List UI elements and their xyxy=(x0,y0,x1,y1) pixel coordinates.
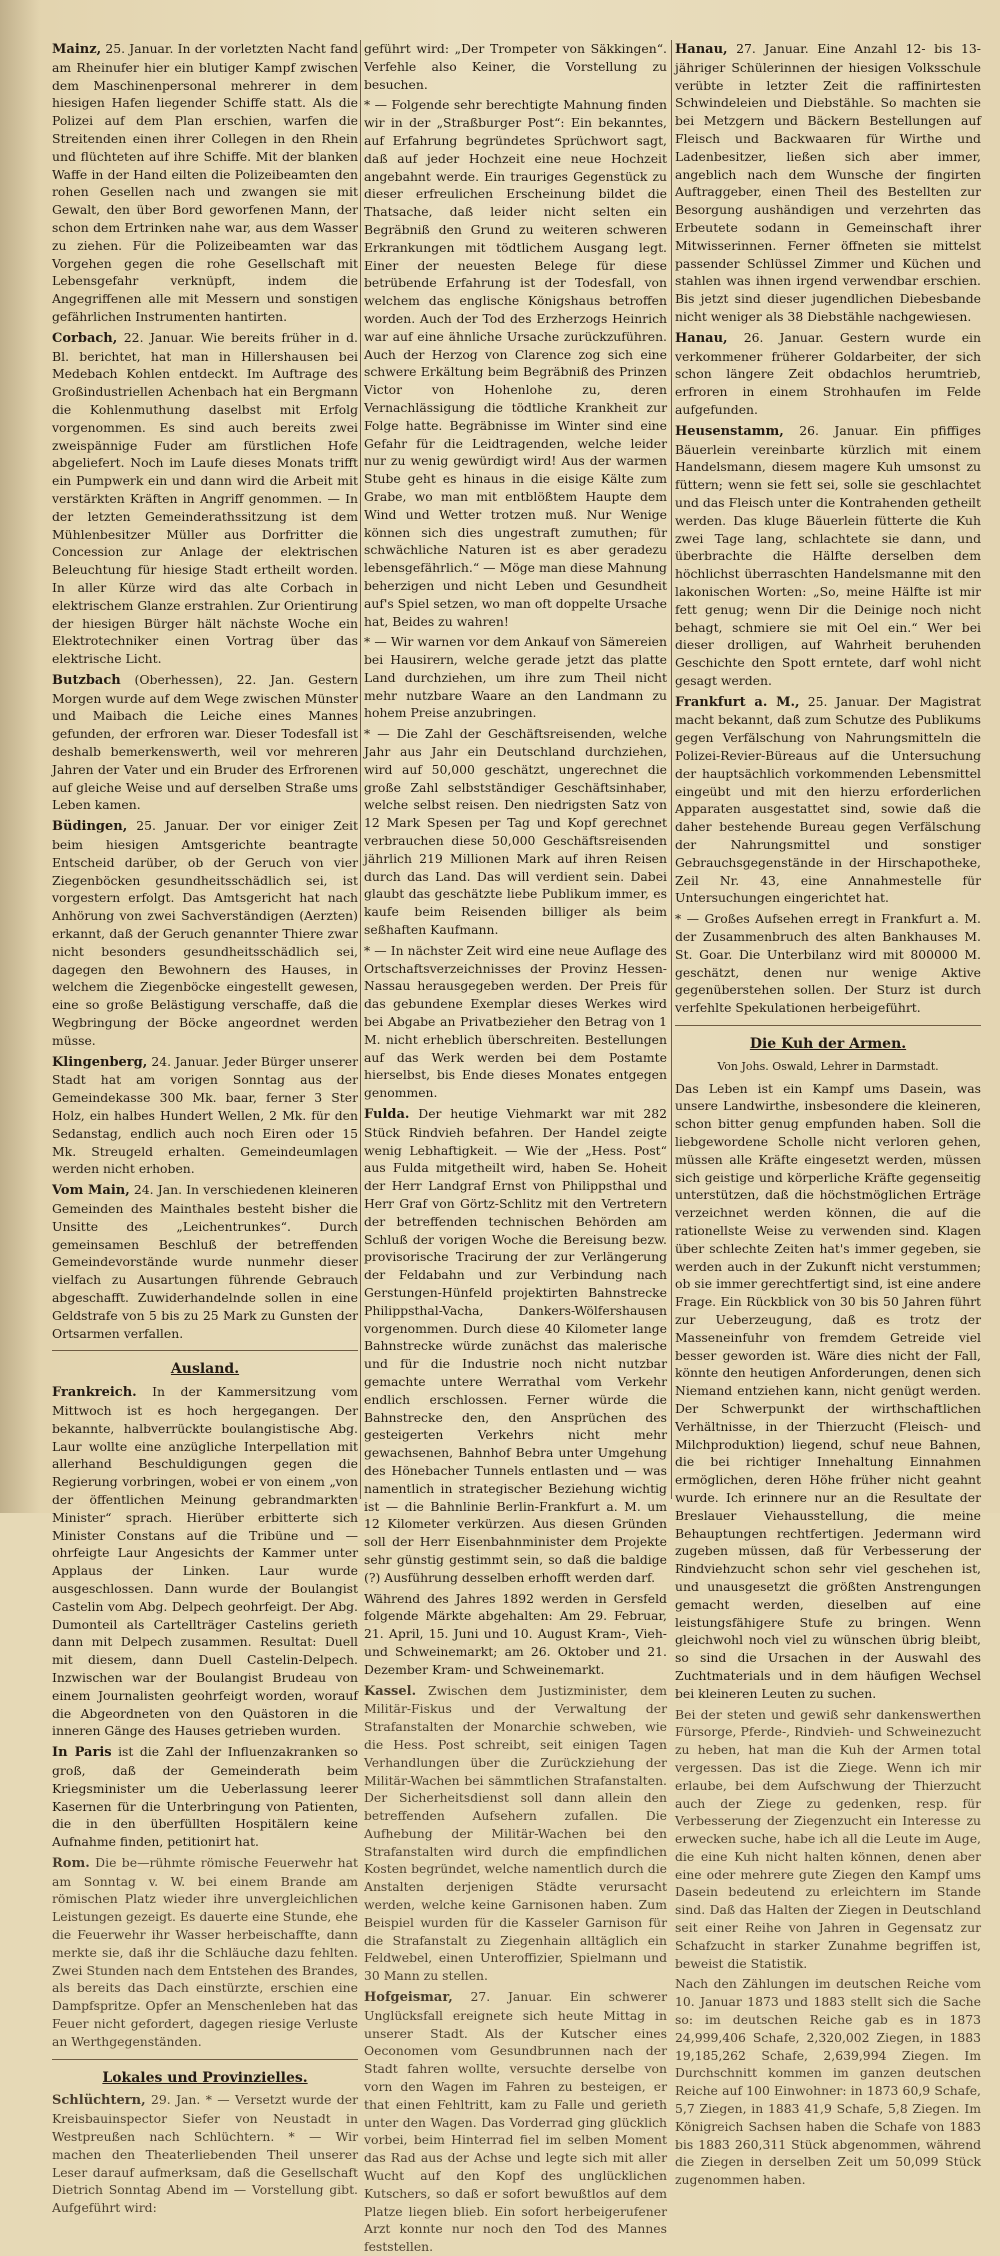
feuilleton-paragraph-3: Nach den Zählungen im deutschen Reiche vom 10. Januar 1873 und 1883 stellt sich die Sache so: im deutschen Reiche gab es in 1873 24,999,406 Schafe, 2,320,002 Ziegen, in 1883 19,185,262 Schafe, 2,639,994 Ziegen. Im Durchschnitt kommen im ganzen deutschen Reiche auf 100 Einwohner: in 1873 60,9 Schafe, 5,7 Ziegen, in 1883 41,9 Schafe, 5,8 Ziegen. Im Königreich Sachsen haben die Schafe von 1883 bis 1883 260,311 Stück abgenommen, während die Ziegen in derselben Zeit um 50,099 Stück zugenommen haben. xyxy=(675,1976,981,2188)
section-divider xyxy=(52,2059,358,2060)
article-text: (Oberhessen), 22. Jan. Gestern Morgen wurde auf dem Wege zwischen Münster und Maibach die Leiche eines Mannes gefunden, der erfroren war. Dieser Todesfall ist deshalb bemerkenswerth, weil vor mehreren Jahren der Vater und ein Bruder des Erfrorenen auf gleiche Weise und auf derselben Straße ums Leben kamen. xyxy=(52,671,358,813)
article-text: 25. Januar. Der Magistrat macht bekannt, daß zum Schutze des Publikums gegen Verfälschung von Nahrungsmitteln die Polizei-Revier-Büreaus auf die Untersuchung der hauptsächlich vorkommenden Lebensmittel eingeübt und mit den hierzu erforderlichen Apparaten ausgestattet sind, sowie daß die daher bestehende Bureau gegen Verfälschung der Nahrungsmittel und sonstiger Gebrauchsgegenstände in der Hirschapotheke, Zeil Nr. 43, eine Annahmestelle für Untersuchungen eingerichtet hat. xyxy=(675,693,982,906)
place-heading: Schlüchtern, xyxy=(52,2093,146,2109)
article-text: 24. Januar. Jeder Bürger unserer Stadt hat am vorigen Sonntag aus der Gemeindekasse 300 Mk. baar, ferner 3 Ster Holz, ein halbes Hundert Wellen, 2 Mk. für den Sedanstag, endlich auch noch Eiren oder 15 Mk. Streugeld erhalten. Gemeindeumlagen werden nicht erhoben. xyxy=(52,1053,358,1177)
place-heading: Frankreich. xyxy=(52,1385,137,1401)
article-klingenberg xyxy=(52,1053,358,1179)
section-heading-lokales: Lokales und Provinzielles. xyxy=(102,2069,308,2086)
article-text: 26. Januar. Gestern wurde ein verkommener früherer Goldarbeiter, der sich schon längere Zeit obdachlos herumtrieb, erfroren in einem Strohhaufen im Felde aufgefunden. xyxy=(675,329,981,417)
article-text: 27. Januar. Ein schwerer Unglücksfall ereignete sich heute Mittag in unserer Stadt. Als der Kutscher eines Oeconomen vom Gesundbrunnen nach der Stadt fahren wollte, versuchte derselbe von vorn den Wagen im Fahren zu besteigen, er that einen Fehltritt, kam zu Falle und gerieth unter den Wagen. Das Vorderrad ging glücklich vorbei, beim Hinterrad fiel im selben Moment das Rad aus der Achse und legte sich mit aller Wucht auf den Kopf des unglücklichen Kutschers, so daß er sofort bewußtlos auf dem Platze liegen blieb. Ein sofort herbeigerufener Arzt konnte nur noch den Tod des Mannes feststellen. xyxy=(364,1989,667,2255)
section-divider xyxy=(675,1025,981,1026)
article-strassburger-post: * — Folgende sehr berechtigte Mahnung finden wir in der „Straßburger Post“: Ein bekanntes, auf Erfahrung begründetes Sprüchwort sagt, daß auf jeder Hochzeit eine neue Hochzeit angebahnt werde. Ein trauriges Gegenstück zu dieser erfreulichen Erscheinung bildet die Thatsache, daß leider nicht selten ein Begräbniß den Grund zu weiteren schweren Erkrankungen mit tödtlichem Ausgang legt. Einer der neuesten Belege für diese betrübende Erfahrung ist der Todesfall, von welchem das englische Königshaus betroffen worden. Auch der Tod des Erzherzogs Heinrich war auf eine ähnliche Ursache zurückzuführen. Auch der Herzog von Clarence zog sich eine schwere Erkältung beim Begräbniß des Prinzen Victor von Hohenlohe zu, deren Vernachlässigung die tödtliche Krankheit zur Folge hatte. Begräbnisse im Winter sind eine Gefahr für die Leidtragenden, welche leider nur zu wenig gewürdigt wird! Aus der warmen Stube geht es hinaus in die eisige Kälte zum Grabe, wo man mit entblößtem Haupte dem Wind und Wetter trotzen muß. Nur Wenige können sich dies ungestraft zumuthen; für schwächliche Naturen ist es aber geradezu lebensgefährlich.“ — Möge man diese Mahnung beherzigen und nicht Leben und Gesundheit auf's Spiel setzen, wo man oft doppelte Ursache hat, Beides zu wahren! xyxy=(364,97,667,629)
article-vom-main xyxy=(52,1181,358,1342)
place-heading: Corbach, xyxy=(52,330,118,346)
article-saemereien: * — Wir warnen vor dem Ankauf von Sämereien bei Hausirern, welche gerade jetzt das platte Land durchziehen, um ihre zum Theil nicht mehr nutzbare Waare an den Landmann zu hohem Preise anzubringen. xyxy=(364,634,667,721)
article-buedingen xyxy=(52,817,358,1049)
article-hanau-2 xyxy=(675,329,981,419)
place-heading: Hofgeismar, xyxy=(364,1990,453,2006)
place-heading: Fulda. xyxy=(364,1107,410,1123)
place-heading: Rom. xyxy=(52,1855,90,1871)
place-heading: Vom Main, xyxy=(52,1183,130,1199)
place-heading: Kassel. xyxy=(364,1683,417,1699)
article-text: 25. Januar. In der vorletzten Nacht fand am Rheinufer hier ein blutiger Kampf zwischen dem Maschinenpersonal mehrerer in dem hiesigen Hafen liegender Schiffe statt. Als die Polizei auf dem Plan erschien, warfen die Streitenden einen ihrer Collegen in den Rhein und flüchteten auf ihre Schiffe. Mit der blanken Waffe in der Hand eilten die Polizeibeamten den rohen Gesellen nach und zwangen sie mit Gewalt, den über Bord geworfenen Mann, der schon dem Ertrinken nahe war, aus dem Wasser zu ziehen. Für die Polizeibeamten war das Vorgehen gegen die rohe Gesellschaft mit Lebensgefahr verknüpft, indem die Angegriffenen alle mit Messern und sonstigen gefährlichen Instrumenten hantirten. xyxy=(52,41,358,324)
article-text: Der heutige Viehmarkt war mit 282 Stück Rindvieh befahren. Der Handel zeigte wenig Lebhaftigkeit. — Wie der „Hess. Post“ aus Fulda mitgetheilt wird, haben Se. Hoheit der Herr Landgraf Ernst von Philippsthal und Herr Graf von Görtz-Schlitz mit den Vertretern der betreffenden technischen Behörden am Schluß der vorigen Woche die Bereisung bezw. provisorische Tracirung der zur Verlängerung der Feldabahn und zur Verbindung nach Gerstungen-Hünfeld projektirten Bahnstrecke Philippsthal-Vacha, Dankers-Wölfershausen vorgenommen. Durch diese 40 Kilometer lange Bahnstrecke würde zunächst das malerische und für die Industrie noch nicht nutzbar gemachte untere Werrathal vom Verkehr endlich erschlossen. Ferner würde die Bahnstrecke den, den Ansprüchen des gesteigerten Verkehrs nicht mehr gewachsenen, Bahnhof Bebra unter Umgehung des Hönebacher Tunnels entlasten und — was namentlich in strategischer Beziehung wichtig ist — die Bahnlinie Berlin-Frankfurt a. M. um 12 Kilometer verkürzen. Aus diesen Gründen soll der Herr Eisenbahnminister dem Projekte sehr günstig gestimmt sein, so daß die baldige (?) Ausführung desselben erhofft werden darf. xyxy=(364,1106,667,1585)
article-geschaeftsreisende: * — Die Zahl der Geschäftsreisenden, welche Jahr aus Jahr ein Deutschland durchziehen, wird auf 50,000 geschätzt, ungerechnet die große Zahl selbstständiger Geschäftsinhaber, welche selbst reisen. Den niedrigsten Satz von 12 Mark Spesen per Tag und Kopf gerechnet verbrauchen diese 50,000 Geschäftsreisenden jährlich 219 Millionen Mark auf ihren Reisen durch das Land. Das will verdient sein. Dabei glaubt das geschätzte liebe Publikum immer, es kaufe beim Reisenden billiger als beim seßhaften Kaufmann. xyxy=(364,726,667,938)
page-edge-shadow xyxy=(0,0,40,1513)
article-hofgeismar xyxy=(364,1988,667,2256)
column-2 xyxy=(364,40,667,2255)
article-text: 29. Jan. * — Versetzt wurde der Kreisbauinspector Siefer von Neustadt in Westpreußen nach Schlüchtern. * — Wir machen den Theaterliebenden Theil unserer Leser darauf aufmerksam, daß die Gesellschaft Dietrich Sonntag Abend im — Vorstellung gibt. Aufgeführt wird: xyxy=(52,2092,358,2216)
article-frankreich xyxy=(52,1383,358,1740)
place-heading: Butzbach xyxy=(52,672,121,688)
place-heading: Hanau, xyxy=(675,42,728,57)
place-heading: In Paris xyxy=(52,1745,112,1761)
article-gersfeld: Während des Jahres 1892 werden in Gersfeld folgende Märkte abgehalten: Am 29. Februar, 21. April, 15. Juni und 10. August Kram-, Vieh- und Schweinemarkt; am 26. Oktober und 21. Dezember Kram- und Schweinemarkt. xyxy=(364,1590,667,1677)
article-text: Die be—rühmte römische Feuerwehr hat am Sonntag v. W. bei einem Brande am römischen Platz wieder ihre unvergleichlichen Leistungen gezeigt. Es dauerte eine Stunde, ehe die Feuerwehr ihr Wasser herbeischaffte, dann merkte sie, daß ihr die Schläuche dazu fehlten. Zwei Stunden nach dem Entstehen des Brandes, als bereits das Dach einstürzte, erschien eine Dampfspritze. Opfer an Menschenleben hat das Feuer nicht gefordert, dagegen riesige Verluste an Werthgegenständen. xyxy=(52,1854,358,2049)
article-kassel xyxy=(364,1682,667,1986)
place-heading: Büdingen, xyxy=(52,819,128,835)
column-rule-2 xyxy=(671,40,672,1499)
feuilleton-title: Die Kuh der Armen. xyxy=(749,1036,907,1053)
article-ortschaftsverzeichnis: * — In nächster Zeit wird eine neue Auflage des Ortschaftsverzeichnisses der Provinz Hessen-Nassau herausgegeben werden. Der Preis für das gebundene Exemplar dieses Werkes wird bei Abgabe an Privatbezieher den Betrag von 1 M. nicht erheblich überschreiten. Bestellungen auf das Werk werden bei dem Postamte hierselbst, bis Ende dieses Monates entgegen genommen. xyxy=(364,942,667,1101)
place-heading: Klingenberg, xyxy=(52,1054,148,1070)
column-3 xyxy=(675,40,982,2188)
article-paris xyxy=(52,1743,358,1851)
article-text: 24. Jan. In verschiedenen kleineren Gemeinden des Mainthales besteht bisher die Unsitte des „Leichentrunkes“. Durch gemeinsamen Beschluß der betreffenden Gemeindevorstände wurde nunmehr dieser vielfach zu Ausartungen führende Gebrauch abgeschafft. Zuwiderhandelnde sollen in eine Geldstrafe von 5 bis zu 25 Mark zu Gunsten der Ortsarmen verfallen. xyxy=(52,1182,359,1341)
feuilleton-byline: Von Johs. Oswald, Lehrer in Darmstadt. xyxy=(717,1059,939,1073)
article-text: In der Kammersitzung vom Mittwoch ist es hoch hergegangen. Der bekannte, halbverrückte boulangistische Abg. Laur wollte eine anzügliche Interpellation mit allerhand Beschuldigungen gegen die Regierung vorbringen, wobei er von einem „von der öffentlichen Meinung gebrandmarkten Minister“ sprach. Hierüber erbitterte sich Minister Constans auf die Tribüne und — ohrfeigte Laur Angesichts der Kammer unter Applaus der Linken. Laur wurde ausgeschlossen. Dann wurde der Boulangist Castelin vom Abg. Delpech geohrfeigt. Der Abg. Dumonteil als Cartellträger Castelins gerieth dann mit Delpech zusammen. Resultat: Duell mit diesem, dann Duell Castelin-Delpech. Inzwischen war der Boulangist Brudeau von einem Journalisten geohrfeigt worden, worauf die Abgeordneten von den Quästoren in die inneren Gänge des Hauses getrieben wurden. xyxy=(52,1384,358,1739)
place-heading: Hanau, xyxy=(675,330,728,346)
article-heusenstamm xyxy=(675,422,981,690)
article-text: 25. Januar. Der vor einiger Zeit beim hiesigen Amtsgerichte beantragte Entscheid darüber, ob der Geruch von vier Ziegenböcken gesundheitsschädlich sei, ist vorgestern erfolgt. Das Amtsgericht hat nach Anhörung von zwei Sachverständigen (Aerzten) erkannt, daß der Geruch genannter Thiere zwar nicht besonders gesundheitsschädlich sei, dagegen den Bewohnern des Hauses, in welchem die Ziegenböcke eingestellt gewesen, eine so große Belästigung verschaffe, daß die Wegbringung der Böcke angeordnet werden müsse. xyxy=(52,818,358,1048)
article-text: ist die Zahl der Influenzakranken so groß, daß der Gemeinderath beim Kriegsminister um die Ueberlassung leerer Kasernen für die Unterbringung von Patienten, die in den überfüllten Hospitälern keine Aufnahme finden, petitionirt hat. xyxy=(52,1744,358,1850)
feuilleton-paragraph-1: Das Leben ist ein Kampf ums Dasein, was unsere Landwirthe, insbesondere die kleineren, schon bitter genug empfunden haben. Soll die liebgewordene Scholle nicht verloren gehen, müssen alle Kräfte eingesetzt werden, müssen sich geistige und körperliche Kräfte gegenseitig unterstützen, daß die höchstmöglichen Erträge verzeichnet werden können, die auf die rationellste Weise zu verwenden sind. Klagen über schlechte Zeiten hat's immer gegeben, sie werden auch in der Zukunft nicht verstummen; ob sie immer gerechtfertigt sind, ist eine andere Frage. Ein Rückblick von 30 bis 50 Jahren führt zur Ueberzeugung, daß es trotz der Masseneinfuhr von fremdem Getreide viel besser geworden ist. Wäre dies nicht der Fall, könnte den heutigen Anforderungen, denen sich Niemand entziehen kann, nicht genügt werden. Der Schwerpunkt der wirthschaftlichen Verhältnisse, in der Thierzucht (Fleisch- und Milchproduktion) liegend, schuf neue Bahnen, die bei richtiger Innehaltung Einnahmen ermöglichen, deren Höhe früher nicht geahnt wurde. Ich erinnere nur an die Resultate der Breslauer Viehausstellung, die meine Behauptungen rechtfertigen. Jedermann wird zugeben müssen, daß für Verbesserung der Rindviehzucht schon sehr viel geschehen ist, und unausgesetzt die größten Anstrengungen gemacht werden, dieselben auf eine leistungsfähigere Stufe zu bringen. Wenn gleichwohl noch viel zu wünschen übrig bleibt, so sind die Ursachen in der Auswahl des Zuchtmaterials und in dem häufigen Wechsel bei kleineren Leuten zu suchen. xyxy=(675,1080,981,1701)
article-frankfurt xyxy=(675,693,981,908)
article-corbach xyxy=(52,329,358,668)
section-heading-ausland: Ausland. xyxy=(170,1361,240,1378)
article-schluechtern xyxy=(52,2091,358,2217)
article-mainz xyxy=(52,40,358,326)
article-hanau-1 xyxy=(675,40,981,326)
article-text: 27. Januar. Eine Anzahl 12- bis 13-jähriger Schülerinnen der hiesigen Volksschule verübte in letzter Zeit die raffinirtesten Schwindeleien und Diebstähle. So machten sie bei Metzgern und Bäckern Bestellungen auf Fleisch und Backwaaren für Wirthe und Ladenbesitzer, ließen sich aber immer, angeblich nach dem Wunsche der fingirten Auftraggeber, einen Theil des Bestellten zur Besorgung aushändigen und verzehrten das Erbeutete sodann in Gemeinschaft ihrer Mitwisserinnen. Ferner öffneten sie mittelst passender Schlüssel Zimmer und Küchen und stahlen was ihnen irgend verwendbar erschien. Bis jetzt sind dieser jugendlichen Diebesbande nicht weniger als 38 Diebstähle nachgewiesen. xyxy=(675,41,981,324)
article-text: Zwischen dem Justizminister, dem Militär-Fiskus und der Verwaltung der Strafanstalten der Monarchie schweben, wie die Hess. Post schreibt, seit einigen Tagen Verhandlungen über die Zurückziehung der Militär-Wachen bei sämmtlichen Strafanstalten. Der Sicherheitsdienst soll dann allein den betreffenden Aufsehern zufallen. Die Aufhebung der Militär-Wachen bei den Strafanstalten wird durch die empfindlichen Kosten begründet, welche namentlich durch die Anstalten derjenigen Städte verursacht werden, welche keine Garnisonen haben. Zum Beispiel wurden für die Kasseler Garnison für die Strafanstalt zu Ziegenhain alltäglich ein Feldwebel, einen Unteroffizier, Spielmann und 30 Mann zu stellen. xyxy=(364,1682,667,1984)
place-heading: Heusenstamm, xyxy=(675,423,784,439)
article-butzbach xyxy=(52,671,358,814)
article-text: 26. Januar. Ein pfiffiges Bäuerlein vereinbarte kürzlich mit einem Handelsmann, diesem magere Kuh umsonst zu füttern; wenn sie fett sei, solle sie geschlachtet und das Fleisch unter die Kontrahenden getheilt werden. Das kluge Bäuerlein fütterte die Kuh zwei Tage lang, schlachtete sie dann, und überbrachte die Hälfte derselben dem höchlichst überraschten Handelsmanne mit den lakonischen Worten: „So, meine Hälfte ist mir fett genug; wenn Dir die Deinige noch nicht behagt, schmiere sie mit Oel ein.“ Wer bei dieser drolligen, auf Wahrheit beruhenden Geschichte den Spott erntete, darf wohl nicht gesagt werden. xyxy=(675,422,981,688)
section-divider xyxy=(52,1350,358,1351)
place-heading: Mainz, xyxy=(52,42,102,57)
article-bankhaus: * — Großes Aufsehen erregt in Frankfurt a. M. der Zusammenbruch des alten Bankhauses M. St. Goar. Die Unterbilanz wird mit 800000 M. geschätzt, denen nur wenige Aktive gegenüberstehen sollen. Der Sturz ist durch verfehlte Spekulationen herbeigeführt. xyxy=(675,911,981,1016)
column-rule-1 xyxy=(360,40,361,1499)
article-text: 22. Januar. Wie bereits früher in d. Bl. berichtet, hat man in Hillershausen bei Medebach Kohlen entdeckt. Im Auftrage des Großindustriellen Achenbach hat ein Bergmann die Kohlenmuthung daselbst mit Erfolg vorgenommen. Es sind auch bereits zwei zweispännige Fuder am fürstlichen Hofe abgeliefert. Noch im Laufe dieses Monats trifft ein Pumpwerk ein und dann wird die Arbeit mit verstärkten Kräften in Angriff genommen. — In der letzten Gemeinderathssitzung ist dem Mühlenbesitzer Müller aus Dorfritter die Concession zur Anlage der elektrischen Beleuchtung für hiesige Stadt ertheilt worden. In aller Kürze wird das alte Corbach in elektrischem Glanze erstrahlen. Zur Orientirung der hiesigen Bürger hält nächste Woche ein Elektrotechniker einen Vortrag über das elektrische Licht. xyxy=(52,329,358,667)
article-fulda xyxy=(364,1105,667,1587)
column-1 xyxy=(52,40,359,2216)
feuilleton-paragraph-2: Bei der steten und gewiß sehr dankenswerthen Fürsorge, Pferde-, Rindvieh- und Schweinezucht zu heben, hat man die Kuh der Armen total vergessen. Das ist die Ziege. Wenn ich mir erlaube, bei dem Aufschwung der Thierzucht auch der Ziege zu gedenken, resp. für Verbesserung der Ziegenzucht ein Interesse zu erwecken suche, habe ich all die Leute im Auge, die eine Kuh nicht halten können, denen aber eine oder mehrere gute Ziegen den Kampf ums Dasein bedeutend zu erleichtern im Stande sind. Daß das Halten der Ziegen in Deutschland seit einer Reihe von Jahren in Gegensatz zur Schafzucht in starker Zunahme begriffen ist, beweist die Statistik. xyxy=(675,1706,981,1971)
place-heading: Frankfurt a. M., xyxy=(675,694,800,710)
article-continuation: geführt wird: „Der Trompeter von Säkkingen“. Verfehle also Keiner, die Vorstellung zu besuchen. xyxy=(364,41,667,92)
article-rom xyxy=(52,1854,358,2051)
